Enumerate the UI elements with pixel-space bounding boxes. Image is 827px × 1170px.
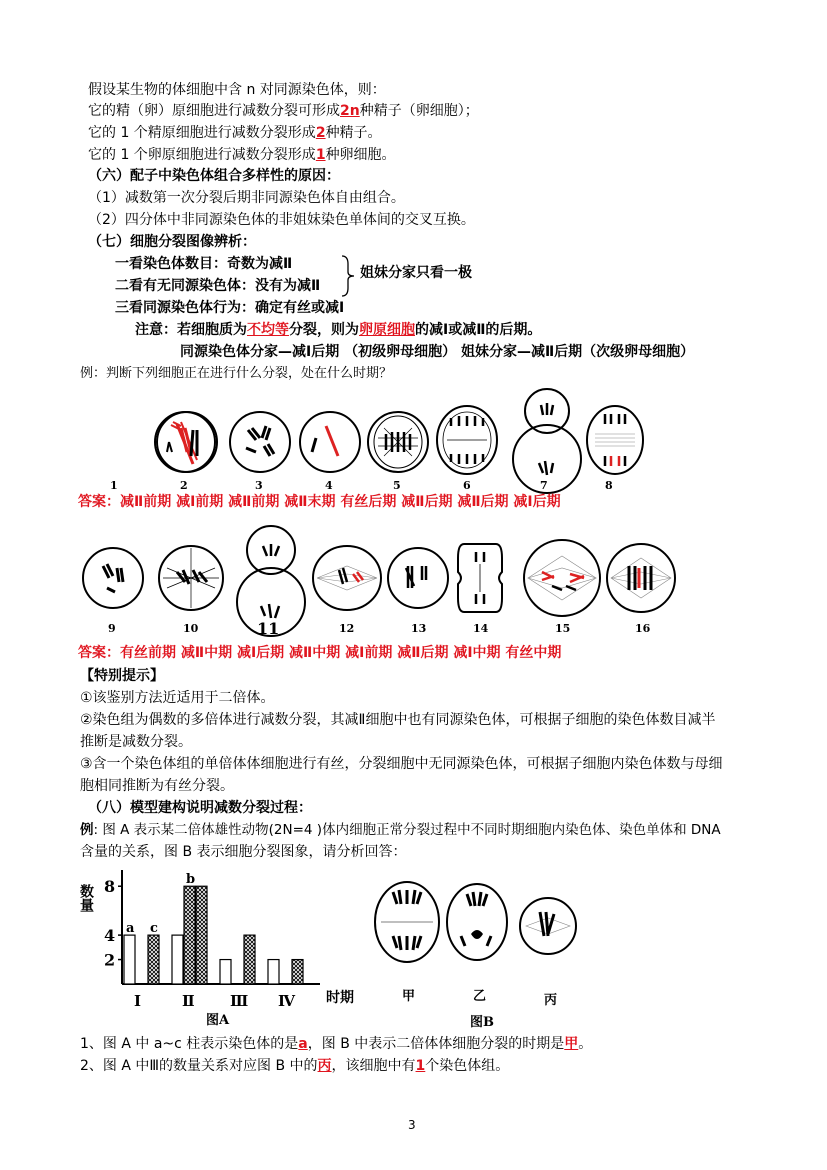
section8-example-b: 含量的关系，图 B 表示细胞分裂图象，请分析回答： [80,844,407,860]
figure-b-title: 图B [470,1015,494,1030]
intro-line-1: 假设某生物的体细胞中含 n 对同源染色体，则： [88,82,386,98]
category-label-2: Ⅲ [230,992,249,1010]
question-1 [80,1034,592,1054]
q1-answer-2: 甲 [564,1036,579,1052]
figure-b-label-bing: 丙 [544,993,558,1008]
cell-label-1: 1 [110,479,118,492]
note-post: 的减Ⅰ或减Ⅱ的后期。 [415,322,542,338]
rule-2: 二看有无同源染色体：没有为减Ⅱ [115,278,321,294]
bar-a-1 [172,935,183,984]
series-label-a: a [126,921,135,937]
section7-note [135,320,541,340]
example-question: 例：判断下列细胞正在进行什么分裂，处在什么时期？ [80,366,393,381]
q2-answer-2: 1 [415,1058,426,1074]
figure-b-cell-jia [375,882,439,962]
category-label-3: Ⅳ [278,992,296,1010]
example-text-a: : 图 A 表示某二倍体雄性动物(2N=4 )体内细胞正常分裂过程中不同时期细胞内染色体、染色单体和 DNA [93,822,721,838]
cell-diagrams-row-2 [75,520,695,638]
intro-line-2 [88,101,479,121]
figure-b-cell-bing [520,898,576,954]
cell-label-6: 6 [463,479,471,492]
cell-label-13: 13 [411,622,427,635]
tip-1: ①该鉴别方法近适用于二倍体。 [80,690,275,706]
y-tick-label: 2 [104,950,116,970]
section6-item-2: （2）四分体中非同源染色体的非姐妹染色单体间的交叉互换。 [88,212,475,228]
cell-label-16: 16 [635,622,651,635]
series-label-c: c [150,921,158,937]
series-label-b: b [186,872,196,888]
cell-label-8: 8 [605,479,613,492]
cell-label-12: 12 [339,622,355,635]
section8-title: （八）模型建构说明减数分裂过程： [88,800,312,816]
page-number: 3 [408,1118,416,1132]
x-axis-label: 时期 [326,990,354,1006]
bar-c-2 [244,935,255,984]
figure-b-label-yi: 乙 [473,989,487,1004]
bar-b-1 [184,886,195,984]
section7-title: （七）细胞分裂图像辨析： [88,234,256,250]
y-tick-label: 8 [104,877,116,897]
tip-3b: 胞相同推断为有丝分裂。 [80,778,234,794]
intro-line-3-post: 种精子。 [325,125,382,141]
intro-line-3-pre: 它的 1 个精原细胞进行减数分裂形成 [88,125,316,141]
q1-pre: 1、图 A 中 a~c 柱表示染色体的是 [80,1036,299,1052]
q2-answer-1: 丙 [317,1058,332,1074]
question-2 [80,1056,509,1076]
rule-1: 一看染色体数目：奇数为减Ⅱ [115,256,293,272]
intro-line-4-post: 种卵细胞。 [325,147,396,163]
section6-item-1: （1）减数第一次分裂后期非同源染色体自由组合。 [88,190,405,206]
note-highlight-1: 不均等 [247,322,289,338]
answer-row-2: 答案：有丝前期 减Ⅱ中期 减Ⅰ后期 减Ⅱ中期 减Ⅰ前期 减Ⅱ后期 减Ⅰ中期 有丝中期 [78,645,562,661]
figure-b-label-jia: 甲 [402,989,416,1004]
cell-label-11: 11 [257,619,280,638]
cell-diagrams-row-1 [75,385,685,493]
tip-2b: 推断是减数分裂。 [80,734,192,750]
q2-pre: 2、图 A 中Ⅲ的数量关系对应图 B 中的 [80,1058,318,1074]
intro-line-4 [88,145,396,165]
bar-a-3 [268,960,279,984]
cell-label-2: 2 [180,479,188,492]
intro-line-4-pre: 它的 1 个卵原细胞进行减数分裂形成 [88,147,316,163]
q1-answer-1: a [298,1036,308,1052]
intro-line-4-fill: 1 [315,147,326,163]
rule-3: 三看同源染色体行为：确定有丝或减Ⅰ [115,300,345,316]
intro-line-2-post: 种精子（卵细胞）； [359,103,479,119]
q1-post: 。 [578,1036,593,1052]
note-highlight-2: 卵原细胞 [359,322,415,338]
brace-note: 姐妹分家只看一极 [360,265,472,281]
q2-mid: ，该细胞中有 [331,1058,416,1074]
cell-label-3: 3 [255,479,263,492]
section7-summary: 同源染色体分家—减Ⅰ后期 （初级卵母细胞） 姐妹分家—减Ⅱ后期（次级卵母细胞） [180,344,695,360]
tips-title: 【特别提示】 [80,668,164,684]
cell-label-4: 4 [325,479,333,492]
note-pre: 注意：若细胞质为 [135,322,247,338]
cell-label-15: 15 [555,622,571,635]
bar-a-2 [220,960,231,984]
answer-row-1: 答案：减Ⅱ前期 减Ⅰ前期 减Ⅱ前期 减Ⅱ末期 有丝后期 减Ⅱ后期 减Ⅱ后期 减Ⅰ后期 [78,494,561,510]
section8-example-a [80,820,721,840]
bar-c-3 [292,960,303,984]
figure-a-chart [80,862,370,1030]
chart-title: 图A [206,1013,230,1028]
cell-label-9: 9 [108,622,116,635]
category-label-0: Ⅰ [134,992,142,1010]
y-tick-label: 4 [104,926,116,946]
intro-line-2-fill: 2n [340,103,360,119]
figure-b [370,880,590,1030]
bar-a-0 [124,935,135,984]
bar-c-1 [196,886,207,984]
note-mid: 分裂，则为 [289,322,359,338]
cell-label-14: 14 [473,622,489,635]
brace-icon [338,254,358,298]
y-axis-label: 数量 [78,884,94,912]
intro-line-3-fill: 2 [315,125,326,141]
cell-label-10: 10 [183,622,199,635]
cell-label-7: 7 [540,479,548,492]
cell-label-5: 5 [393,479,401,492]
example-label: 例 [80,822,94,838]
tip-3a: ③含一个染色体组的单倍体体细胞进行有丝，分裂细胞中无同源染色体，可根据子细胞内染色体数与母细 [80,756,723,772]
tip-2a: ②染色组为偶数的多倍体进行减数分裂，其减Ⅱ细胞中也有同源染色体，可根据子细胞的染色体数目减半 [80,712,716,728]
figure-b-cell-yi [447,884,507,960]
bar-c-0 [148,935,159,984]
category-label-1: Ⅱ [182,992,195,1010]
q1-mid: ，图 B 中表示二倍体体细胞分裂的时期是 [307,1036,565,1052]
q2-post: 个染色体组。 [425,1058,510,1074]
intro-line-2-pre: 它的精（卵）原细胞进行减数分裂可形成 [88,103,340,119]
intro-line-3 [88,123,382,143]
section6-title: （六）配子中染色体组合多样性的原因： [88,168,340,184]
